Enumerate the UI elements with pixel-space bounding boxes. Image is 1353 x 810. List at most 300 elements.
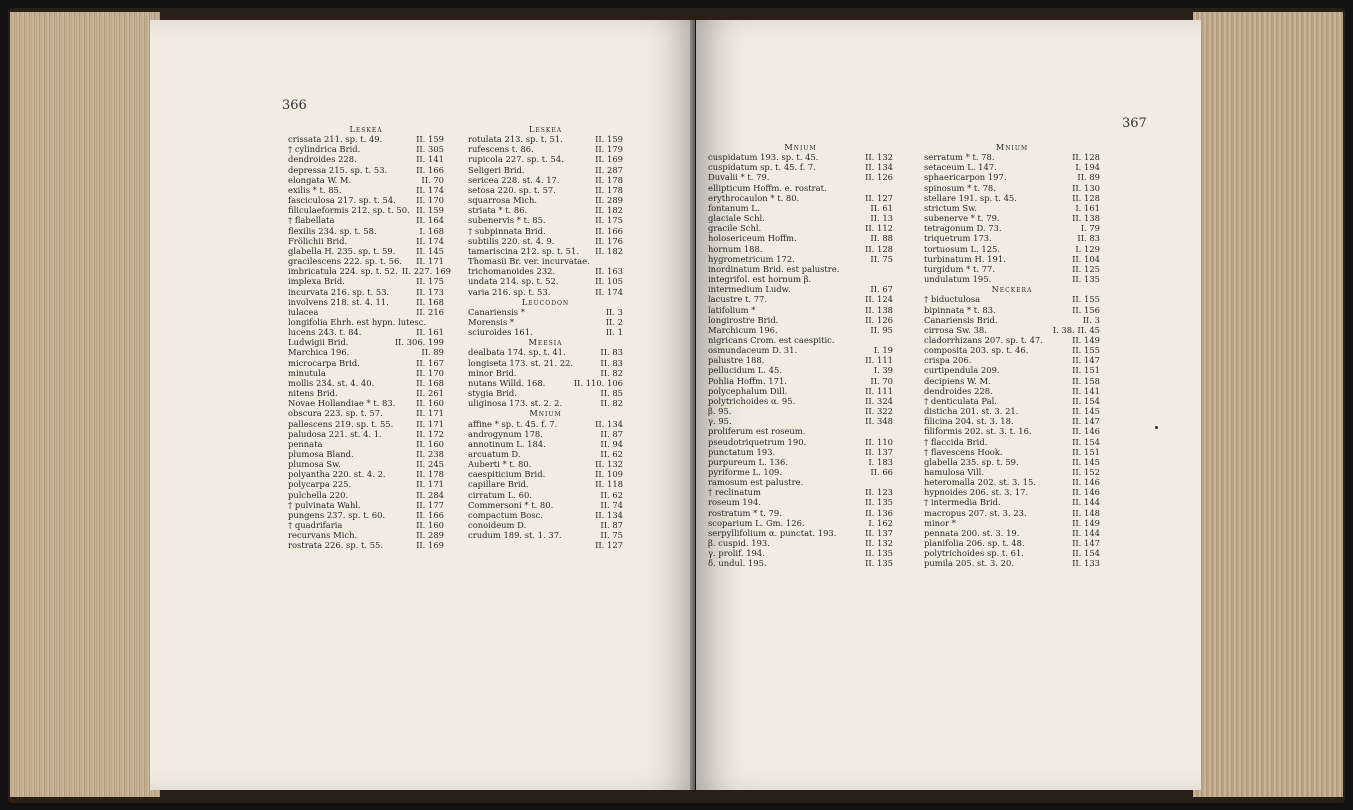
entry-term: nitens Brid. [288, 388, 338, 399]
entry-reference: II. 166 [595, 225, 623, 236]
index-entry [468, 256, 623, 266]
entry-reference: II. 168 [416, 296, 444, 307]
entry-reference: II. 145 [1072, 406, 1100, 417]
entry-reference: II. 110 [865, 436, 893, 447]
index-entry [924, 264, 1100, 274]
entry-term: implexa Brid. [288, 276, 345, 287]
entry-reference: I. 162 [868, 517, 893, 528]
entry-reference: II. 174 [416, 184, 444, 195]
index-entry [708, 508, 893, 518]
entry-reference: II. 82 [600, 398, 623, 409]
entry-reference: II. 132 [865, 152, 893, 163]
entry-reference: II. 166 [416, 164, 444, 175]
entry-reference: II. 174 [416, 235, 444, 246]
entry-reference: II. 126 [865, 172, 893, 183]
entry-reference: II. 3 [1082, 314, 1100, 325]
index-entry [924, 508, 1100, 518]
index-entry [924, 396, 1100, 406]
entry-term: sciuroides 161. [468, 327, 533, 338]
entry-term: Novae Hollandiae * t. 83. [288, 398, 396, 409]
index-entry [288, 236, 444, 246]
entry-term: Marchica 196. [288, 347, 350, 358]
index-entry [288, 287, 444, 297]
index-entry [924, 487, 1100, 497]
entry-term: Ludwigii Brid. [288, 337, 349, 348]
index-entry [924, 254, 1100, 264]
index-entry [288, 429, 444, 439]
entry-term: polycarpa 225. [288, 479, 352, 490]
entry-reference: II. 284 [416, 489, 444, 500]
index-entry [288, 307, 444, 317]
entry-term: β. 95. [708, 406, 732, 417]
index-entry [468, 358, 623, 368]
entry-term: gracile Schl. [708, 223, 762, 234]
index-entry [288, 398, 444, 408]
ink-dot [1155, 426, 1158, 429]
entry-reference: II. 74 [600, 499, 623, 510]
entry-term: composita 203. sp. t. 46. [924, 345, 1029, 356]
entry-reference: II. 134 [595, 509, 623, 520]
entry-reference: II. 160 [416, 438, 444, 449]
entry-term: sericea 228. st. 4. 17. [468, 174, 560, 185]
entry-reference: II. 227. 169 [401, 266, 451, 277]
entry-term: setosa 220. sp. t. 57. [468, 184, 556, 195]
entry-reference: II. 156 [1072, 304, 1100, 315]
entry-reference: II. 148 [1072, 507, 1100, 518]
entry-reference: II. 128 [865, 243, 893, 254]
entry-term: elongata W. M. [288, 174, 352, 185]
entry-reference: II. 124 [865, 294, 893, 305]
entry-term: striata * t. 86. [468, 205, 528, 216]
entry-term: gracilescens 222. sp. t. 56. [288, 256, 402, 267]
index-entry [708, 548, 893, 558]
entry-term: minor * [924, 517, 956, 528]
index-entry [468, 185, 623, 195]
index-entry [468, 236, 623, 246]
entry-term: stygia Brid. [468, 388, 517, 399]
entry-reference: II. 130 [1072, 182, 1100, 193]
entry-reference: II. 136 [865, 507, 893, 518]
index-entry [708, 203, 893, 213]
entry-reference: II. 169 [595, 154, 623, 165]
entry-term: iulacea [288, 306, 319, 317]
entry-term: crispa 206. [924, 355, 972, 366]
index-entry [288, 530, 444, 540]
genus-header: Mnium [529, 408, 562, 419]
index-entry [708, 386, 893, 396]
index-entry [708, 315, 893, 325]
entry-term: rotulata 213. sp. t. 51. [468, 134, 563, 145]
entry-term: pungens 237. sp. t. 60. [288, 509, 386, 520]
entry-reference: II. 138 [865, 304, 893, 315]
entry-reference: II. 111 [865, 385, 893, 396]
entry-term: conoideum D. [468, 520, 527, 531]
entry-term: filicina 204. st. 3. 18. [924, 416, 1014, 427]
entry-reference: II. 216 [416, 306, 444, 317]
entry-reference: II. 137 [865, 446, 893, 457]
entry-term: fontanum L. [708, 202, 760, 213]
index-entry [288, 175, 444, 185]
index-entry [288, 246, 444, 256]
entry-term: involvens 218. st. 4. 11. [288, 296, 389, 307]
genus-header: Meesia [528, 337, 563, 348]
entry-reference: II. 170 [416, 367, 444, 378]
entry-term: † intermedia Brid. [924, 497, 1001, 508]
index-entry [924, 416, 1100, 426]
right-page [696, 20, 1201, 790]
index-entry [468, 287, 623, 297]
entry-term: nigricans Crom. est caespitic. [708, 334, 835, 345]
index-entry [468, 195, 623, 205]
entry-term: cuspidatum 193. sp. t. 45. [708, 152, 819, 163]
entry-reference: II. 146 [1072, 487, 1100, 498]
index-entry [288, 185, 444, 195]
index-entry [924, 345, 1100, 355]
index-entry [924, 244, 1100, 254]
entry-term: pennata [288, 438, 323, 449]
index-entry [468, 520, 623, 530]
entry-reference: II. 104 [1072, 253, 1100, 264]
index-entry [708, 305, 893, 315]
entry-reference: II. 133 [1072, 558, 1100, 569]
entry-reference: II. 147 [1072, 416, 1100, 427]
entry-term: scoparium L. Gm. 126. [708, 517, 805, 528]
index-entry [468, 205, 623, 215]
entry-reference: II. 2 [605, 316, 623, 327]
entry-reference: II. 128 [1072, 192, 1100, 203]
entry-reference: II. 137 [865, 527, 893, 538]
entry-term: Auberti * t. 80. [468, 459, 532, 470]
index-entry [288, 226, 444, 236]
index-entry [924, 365, 1100, 375]
entry-term: hamulosa Vill. [924, 467, 984, 477]
entry-term: pulchella 220. [288, 489, 349, 500]
entry-reference: II. 127 [595, 540, 623, 551]
entry-reference: II. 123 [865, 487, 893, 498]
index-entry [708, 437, 893, 447]
index-entry [924, 386, 1100, 396]
entry-reference: I. 183 [868, 456, 893, 467]
index-entry [288, 510, 444, 520]
index-entry [924, 497, 1100, 507]
entry-term: glaciale Schl. [708, 213, 765, 224]
entry-term: squarrosa Mich. [468, 195, 538, 206]
entry-term: rostratum * t. 79. [708, 507, 782, 518]
index-entry [288, 165, 444, 175]
entry-term: subenerve * t. 79. [924, 213, 1000, 224]
entry-reference: II. 135 [1072, 274, 1100, 285]
entry-term: crissata 211. sp. t. 49. [288, 134, 383, 145]
index-entry [468, 226, 623, 236]
entry-term: minutula [288, 367, 326, 378]
entry-term: turgidum * t. 77. [924, 263, 996, 274]
entry-reference: II. 144 [1072, 527, 1100, 538]
index-column [288, 124, 451, 551]
entry-term: † biductulosa [924, 294, 981, 305]
entry-term: plumosa Sw. [288, 459, 341, 470]
index-entry [288, 358, 444, 368]
index-entry [468, 175, 623, 185]
entry-term: polyantha 220. st. 4. 2. [288, 469, 386, 480]
index-entry [924, 335, 1100, 345]
entry-reference: II. 174 [595, 286, 623, 297]
index-entry [288, 327, 444, 337]
entry-term: bipinnata * t. 83. [924, 304, 996, 315]
entry-term: longirostre Brid. [708, 314, 779, 325]
entry-term: rostrata 226. sp. t. 55. [288, 540, 384, 551]
entry-term: trichomanoides 232. [468, 266, 556, 277]
index-entry [468, 154, 623, 164]
index-entry [708, 416, 893, 426]
entry-reference: II. 67 [870, 284, 893, 295]
index-entry [708, 335, 893, 345]
index-entry [924, 294, 1100, 304]
entry-term: Pohlia Hoffm. 171. [708, 375, 787, 386]
index-entry [288, 337, 444, 347]
entry-term: rupicola 227. sp. t. 54. [468, 154, 564, 165]
entry-reference: II. 1 [605, 327, 623, 338]
index-entry [924, 162, 1100, 172]
entry-reference: II. 134 [865, 162, 893, 173]
entry-reference: II. 238 [416, 449, 444, 459]
entry-term: undulatum 195. [924, 274, 992, 285]
index-entry [288, 205, 444, 215]
entry-reference: I. 79 [1080, 223, 1100, 234]
entry-term: varia 216. sp. t. 53. [468, 286, 551, 297]
index-entry [924, 437, 1100, 447]
entry-reference: II. 306. 199 [394, 337, 444, 348]
entry-term: compactum Bosc. [468, 509, 543, 520]
entry-term: hygrometricum 172. [708, 253, 795, 264]
entry-reference: II. 83 [1077, 233, 1100, 244]
entry-reference: II. 125 [1072, 263, 1100, 274]
entry-reference: II. 145 [1072, 456, 1100, 467]
entry-term: polycephalum Dill. [708, 385, 788, 396]
index-entry [708, 213, 893, 223]
entry-reference: II. 159 [595, 134, 623, 145]
index-entry [708, 244, 893, 254]
entry-term: purpureum L. 136. [708, 456, 789, 467]
index-entry [708, 518, 893, 528]
entry-reference: II. 169 [416, 540, 444, 551]
index-entry [468, 276, 623, 286]
entry-term: strictum Sw. [924, 202, 977, 213]
index-entry [924, 467, 1100, 477]
index-entry [468, 439, 623, 449]
entry-reference: II. 170 [416, 195, 444, 206]
index-entry [924, 538, 1100, 548]
entry-reference: II. 89 [421, 347, 444, 358]
entry-term: glabella H. 235. sp. t. 59. [288, 245, 396, 256]
index-entry [288, 419, 444, 429]
entry-term: β. cuspid. 193. [708, 538, 770, 549]
entry-term: uliginosa 173. st. 2. 2. [468, 398, 563, 409]
entry-reference: II. 159 [416, 134, 444, 145]
index-entry [708, 172, 893, 182]
entry-term: fasciculosa 217. sp. t. 54. [288, 195, 396, 206]
entry-term: † cylindrica Brid. [288, 144, 361, 155]
index-entry [468, 398, 623, 408]
entry-reference: II. 111 [865, 355, 893, 366]
entry-reference: II. 61 [870, 202, 893, 213]
entry-term: pallescens 219. sp. t. 55. [288, 418, 394, 429]
index-entry [708, 528, 893, 538]
genus-header: Leucodon [521, 296, 570, 307]
entry-term: crudum 189. st. 1. 37. [468, 530, 562, 541]
index-entry [288, 500, 444, 510]
entry-reference: II. 176 [595, 235, 623, 246]
entry-term: spinosum * t. 78. [924, 182, 996, 193]
index-entry [288, 459, 444, 469]
entry-term: dendroides 228. [924, 385, 993, 396]
index-entry [468, 165, 623, 175]
entry-term: δ. undul. 195. [708, 558, 767, 569]
index-entry [288, 347, 444, 357]
index-entry [924, 183, 1100, 193]
entry-term: undata 214. sp. t. 52. [468, 276, 559, 287]
index-entry [288, 479, 444, 489]
entry-reference: II. 132 [595, 459, 623, 470]
index-entry [288, 520, 444, 530]
index-entry [468, 419, 623, 429]
entry-reference: II. 151 [1072, 446, 1100, 457]
index-entry [924, 558, 1100, 568]
entry-term: dendroides 228. [288, 154, 357, 165]
index-entry [924, 447, 1100, 457]
entry-reference: II. 158 [1072, 375, 1100, 386]
entry-term: † quadrifaria [288, 520, 343, 531]
entry-reference: II. 152 [1072, 467, 1100, 477]
entry-term: polytrichoides sp. t. 61. [924, 548, 1024, 559]
index-entry [288, 449, 444, 459]
index-entry [708, 325, 893, 335]
entry-reference: II. 126 [865, 314, 893, 325]
entry-reference: II. 82 [600, 367, 623, 378]
index-entry [708, 193, 893, 203]
entry-reference: II. 261 [416, 388, 444, 399]
index-entry [924, 172, 1100, 182]
index-entry [468, 510, 623, 520]
index-entry [468, 388, 623, 398]
index-entry [468, 429, 623, 439]
entry-reference: I. 129 [1075, 243, 1100, 254]
index-column [708, 142, 893, 569]
entry-reference: II. 151 [1072, 365, 1100, 376]
index-entry [924, 274, 1100, 284]
entry-reference: II. 160 [416, 398, 444, 409]
entry-reference: II. 138 [1072, 213, 1100, 224]
entry-term: hypnoides 206. st. 3. 17. [924, 487, 1029, 498]
entry-reference: II. 147 [1072, 538, 1100, 549]
entry-reference: I. 19 [873, 345, 893, 356]
entry-term: microcarpa Brid. [288, 357, 360, 368]
entry-term: ellipticum Hoffm. e. rostrat. [708, 182, 827, 193]
entry-reference: II. 132 [865, 538, 893, 549]
entry-term: sphaericarpon 197. [924, 172, 1007, 183]
entry-reference: II. 171 [416, 479, 444, 490]
entry-term: † denticulata Pal. [924, 395, 997, 406]
index-entry [708, 477, 893, 487]
entry-reference: II. 13 [870, 213, 893, 224]
index-entry [708, 497, 893, 507]
entry-term: inordinatum Brid. est palustre. [708, 263, 840, 274]
entry-reference: II. 62 [600, 449, 623, 459]
entry-reference: II. 322 [865, 406, 893, 417]
index-entry [708, 396, 893, 406]
page-stack-left [10, 12, 160, 797]
index-entry [288, 276, 444, 286]
entry-term: nutans Willd. 168. [468, 377, 546, 388]
entry-term: lacustre t. 77. [708, 294, 768, 305]
index-entry [288, 408, 444, 418]
entry-term: integrifol. est hornum β. [708, 274, 812, 285]
entry-reference: I. 161 [1075, 202, 1100, 213]
entry-term: setaceum L. 147. [924, 162, 997, 173]
entry-term: Commersoni * t. 80. [468, 499, 554, 510]
entry-reference: II. 134 [595, 418, 623, 429]
index-entry [288, 297, 444, 307]
entry-term: γ. 95. [708, 416, 732, 427]
entry-reference: II. 245 [416, 459, 444, 470]
entry-reference: II. 146 [1072, 477, 1100, 488]
index-entry [288, 469, 444, 479]
entry-term: longiseta 173. st. 21. 22. [468, 357, 574, 368]
entry-term: † flaccida Brid. [924, 436, 988, 447]
entry-reference: II. 135 [865, 548, 893, 559]
index-entry [288, 490, 444, 500]
index-entry [924, 406, 1100, 416]
index-entry [468, 215, 623, 225]
entry-term: cirratum L. 60. [468, 489, 532, 500]
entry-reference: II. 118 [595, 479, 623, 490]
entry-reference: II. 83 [600, 347, 623, 358]
entry-term: tamariscina 212. sp. t. 51. [468, 245, 579, 256]
entry-term: tetragonum D. 73. [924, 223, 1002, 234]
entry-term: osmundaceum D. 31. [708, 345, 798, 356]
entry-term: pyriforme L. 109. [708, 467, 783, 477]
entry-reference: II. 178 [416, 469, 444, 480]
entry-term: decipiens W. M. [924, 375, 991, 386]
entry-term: heteromalla 202. st. 3. 15. [924, 477, 1036, 488]
page-stack-right [1193, 12, 1343, 797]
entry-reference: II. 163 [595, 266, 623, 277]
entry-reference: I. 38. II. 45 [1052, 324, 1100, 335]
index-entry [708, 467, 893, 477]
index-entry [924, 426, 1100, 436]
entry-term: obscura 223. sp. t. 57. [288, 408, 383, 419]
entry-term: serpyllifolium α. punctat. 193. [708, 527, 837, 538]
entry-reference: II. 164 [416, 215, 444, 226]
entry-term: turbinatum H. 191. [924, 253, 1006, 264]
entry-reference: II. 70 [870, 375, 893, 386]
column-header: Leskea [349, 124, 383, 134]
entry-reference: II. 149 [1072, 334, 1100, 345]
index-entry [288, 256, 444, 266]
index-entry [708, 365, 893, 375]
entry-term: γ. prolif. 194. [708, 548, 765, 559]
index-entry [468, 134, 623, 144]
entry-term: proliferum est roseum. [708, 426, 806, 437]
entry-term: planifolia 206. sp. t. 48. [924, 538, 1025, 549]
index-entry [924, 233, 1100, 243]
index-entry [288, 439, 444, 449]
entry-term: subenervis * t. 85. [468, 215, 546, 226]
entry-reference: II. 87 [600, 520, 623, 531]
page-number: 366 [282, 98, 307, 113]
entry-term: pseudotriquetrum 190. [708, 436, 807, 447]
entry-term: capillare Brid. [468, 479, 529, 490]
index-entry [708, 538, 893, 548]
